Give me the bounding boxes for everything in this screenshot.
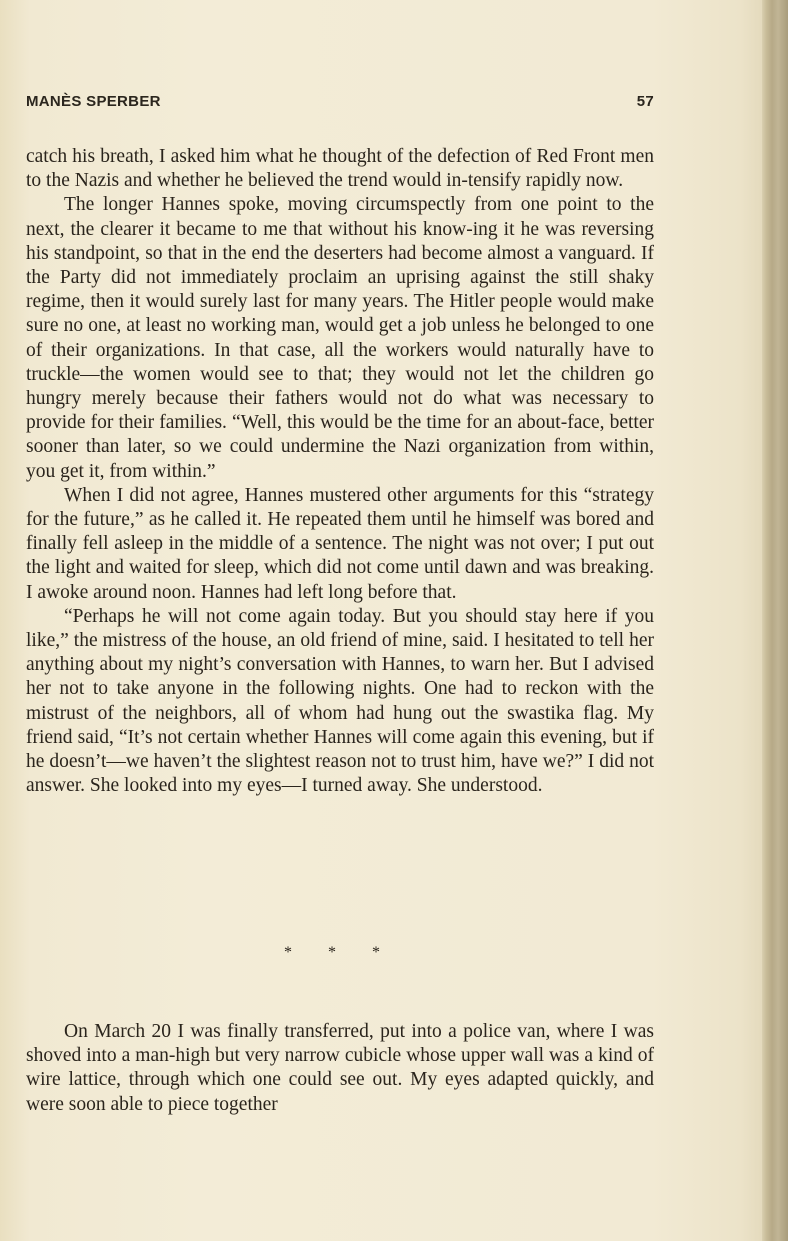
paragraph: The longer Hannes spoke, moving circumspectly from one point to the next, the clearer it became to me that without his know-ing it he was reversing his standpoint, so that in the end the deserters had become almost a vanguard. If the Party did not immediately proclaim an uprising against the still shaky regime, then it would surely last for many years. The Hitler people would make sure no one, at least no working man, would get a job unless he belonged to one of their organizations. In that case, all the workers would naturally have to truckle—the women would see to that; they would not let the children go hungry merely because their fathers would not do what was necessary to provide for their families. “Well, this would be the time for an about-face, better sooner than later, so we could undermine the Nazi organization from within, you get it, from within.” <box>26 194 654 482</box>
page-number: 57 <box>636 93 654 110</box>
paragraph: “Perhaps he will not come again today. But you should stay here if you like,” the mistress of the house, an old friend of mine, said. I hesitated to tell her anything about my night’s conversation with Hannes, to warn her. But I advised her not to take anyone in the following nights. One had to reckon with the mistrust of the neighbors, all of whom had hung out the swastika flag. My friend said, “It’s not certain whether Hannes will come again this evening, but if he doesn’t—we haven’t the slightest reason not to trust him, have we?” I did not answer. She looked into my eyes—I turned away. She understood. <box>26 605 654 797</box>
running-head <box>26 93 654 113</box>
book-binding-shadow <box>762 0 788 1241</box>
paragraph: When I did not agree, Hannes mustered other arguments for this “strategy for the future,” as he called it. He repeated them until he himself was bored and finally fell asleep in the middle of a sentence. The night was not over; I put out the light and waited for sleep, which did not come until dawn and was breaking. I awoke around noon. Hannes had left long before that. <box>26 484 654 603</box>
paragraph: catch his breath, I asked him what he thought of the defection of Red Front men to the Nazis and whether he believed the trend would in-tensify rapidly now. <box>26 146 654 192</box>
body-text <box>26 145 654 798</box>
body-text-continued <box>26 1020 654 1117</box>
paragraph: On March 20 I was finally transferred, put into a police van, where I was shoved into a man-high but very narrow cubicle whose upper wall was a kind of wire lattice, through which one could see out. My eyes adapted quickly, and were soon able to piece together <box>26 1021 654 1115</box>
section-break: * * * <box>284 944 396 961</box>
running-head-author: MANÈS SPERBER <box>26 93 161 110</box>
